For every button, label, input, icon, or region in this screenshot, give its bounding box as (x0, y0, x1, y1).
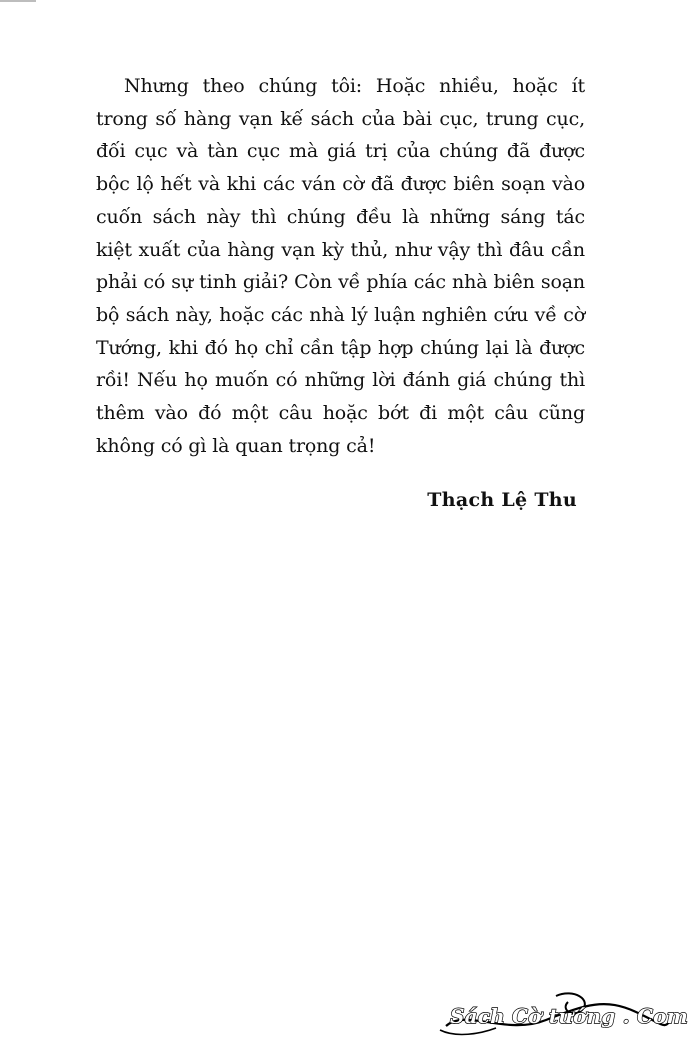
author-signature: Thạch Lệ Thu (427, 489, 577, 512)
site-watermark (450, 996, 688, 1036)
watermark-text: Sách Cờ tướng . Com (449, 1004, 688, 1028)
document-page (96, 70, 585, 511)
body-paragraph: Nhưng theo chúng tôi: Hoặc nhiều, hoặc ít trong số hàng vạn kế sách của bài cục, trung cục, đối cục và tàn cục mà giá trị của chúng đã được bộc lộ hết và khi các ván cờ đã được biên soạn vào cuốn sách này thì chúng đều là những sáng tác kiệt xuất của hàng vạn kỳ thủ, như vậy thì đâu cần phải có sự tinh giải? Còn về phía các nhà biên soạn bộ sách này, hoặc các nhà lý luận nghiên cứu về cờ Tướng, khi đó họ chỉ cần tập hợp chúng lại là được rồi! Nếu họ muốn có những lời đánh giá chúng thì thêm vào đó một câu hoặc bớt đi một câu cũng không có gì là quan trọng cả! (96, 75, 585, 457)
scan-edge-mark (0, 0, 36, 2)
